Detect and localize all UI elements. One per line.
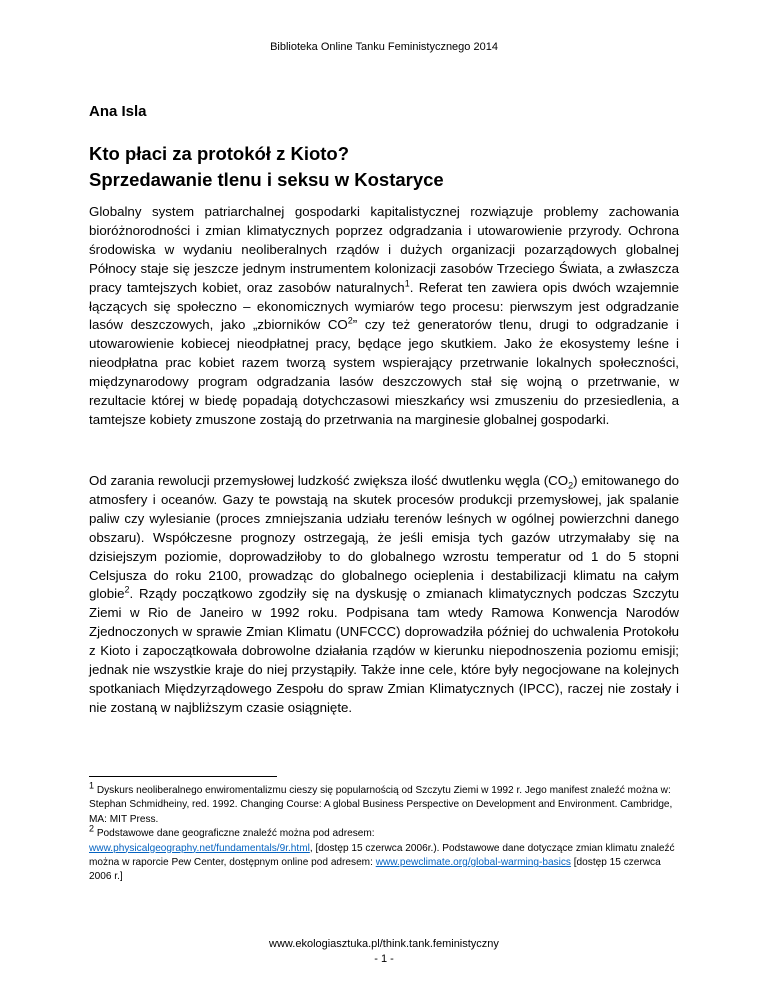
- footnote-ref-1[interactable]: 1: [404, 278, 410, 289]
- co2-subscript: 2: [568, 480, 574, 491]
- paragraph-text: ” czy też generatorów tlenu, drugi to odgradzanie i utowarowienie kobiecej nieodpłatnej pracy, będące jego skutkiem. Jako że ekosystemy leśne i nieodpłatna prac kobiet razem tworzą system wspierający przetrwanie lokalnych społeczności, międzynarodowy program odgradzania lasów deszczowych stał się wojną o przetrwanie, w rezultacie której w biedę popadają dotychczasowi mieszkańcy wsi zmuszeniu do przesiedlenia, a tamtejsze kobiety zmuszone zostają do przetrwania na marginesie globalnej gospodarki.: [89, 317, 680, 427]
- footnote-ref-2[interactable]: 2: [124, 585, 130, 596]
- footnote-text: , [dostęp 15 czerwca 2006r.). Podstawowe dane dotyczące zmian klimatu znaleźć można w raporcie Pew Center, dostępnym online pod adresem:: [89, 842, 675, 869]
- running-header: Biblioteka Online Tanku Feministycznego 2014: [270, 41, 498, 53]
- footnote-2: [89, 823, 679, 885]
- paragraph-text: . Referat ten zawiera opis dwóch wzajemnie łączących się społeczno – ekonomicznych wymiarów tego procesu: pierwszym jest odgradzanie lasów deszczowych, jako „zbiorników CO: [89, 279, 679, 333]
- footer-url: www.ekologiasztuka.pl/think.tank.feministyczny: [269, 938, 499, 950]
- footnote-link-physicalgeography[interactable]: www.physicalgeography.net/fundamentals/9r.html: [89, 842, 310, 854]
- co2-superscript: 2: [347, 316, 353, 327]
- paragraph-text: Od zarania rewolucji przemysłowej ludzkość zwiększa ilość dwutlenku węgla (CO: [89, 473, 569, 488]
- footnotes: [89, 780, 679, 885]
- paragraph-text: . Rządy początkowo zgodziły się na dyskusję o zmianach klimatycznych podczas Szczytu Ziemi w Rio de Janeiro w 1992 roku. Podpisana tam wtedy Ramowa Konwencja Narodów Zjednoczonych w sprawie Zmian Klimatu (UNFCCC) doprowadziła później do uchwalenia Protokołu z Kioto i zapoczątkowała dobrowolne działania rządów w kierunku niepodnoszenia poziomu emisji; jednak nie wszystkie kraje do niej przystąpiły. Także inne cele, które były negocjowane na kolejnych spotkaniach Międzyrządowego Zespołu do spraw Zmian Klimatycznych (IPCC), raczej nie zostały i nie zostaną w najbliższym czasie osiągnięte.: [89, 586, 679, 715]
- author-name: Ana Isla: [89, 103, 147, 120]
- footnote-text: [dostęp 15 czerwca 2006 r.]: [89, 857, 661, 883]
- footnote-number: 1: [89, 780, 95, 791]
- footnote-text: Dyskurs neoliberalnego enwiromentalizmu cieszy się popularnością od Szczytu Ziemi w 1992 r. Jego manifest znaleźć można w: Stephan Schmidheiny, red. 1992. Changing Course: A global Business Perspective on Development and Environment. Cambridge, MA: MIT Press.: [89, 785, 673, 825]
- body-paragraph-1: [89, 203, 679, 430]
- article-title: [89, 141, 689, 193]
- title-line-1: Kto płaci za protokół z Kioto?: [89, 143, 350, 164]
- body-paragraph-2: [89, 472, 679, 718]
- footnote-number: 2: [89, 823, 95, 834]
- footnote-1: [89, 780, 679, 827]
- footnote-separator: [89, 776, 277, 777]
- title-line-2: Sprzedawanie tlenu i seksu w Kostaryce: [89, 169, 444, 190]
- paragraph-text: Globalny system patriarchalnej gospodarki kapitalistycznej rozwiązuje problemy zachowania bioróżnorodności i zmian klimatycznych poprzez odgradzania i utowarowienie przyrody. Ochrona środowiska w wydaniu neoliberalnych rządów i dużych organizacji pozarządowych globalnej Północy staje się jeszcze jednym instrumentem kolonizacji zasobów Trzeciego Świata, a zwłaszcza pracy tamtejszych kobiet, oraz zasobów naturalnych: [89, 204, 679, 295]
- footnote-link-pewclimate[interactable]: www.pewclimate.org/global-warming-basics: [375, 857, 571, 869]
- page-footer: [0, 937, 768, 966]
- page-number: - 1 -: [374, 952, 394, 965]
- paragraph-text: ) emitowanego do atmosfery i oceanów. Gazy te powstają na skutek procesów produkcji przemysłowej, jak spalanie paliw czy wylesianie (proces zmniejszania udziału terenów leśnych w ogólnej powierzchni danego obszaru). Współczesne prognozy ostrzegają, że jeśli emisja tych gazów utrzymałaby się na dzisiejszym poziomie, doprowadziłoby to do globalnego wzrostu temperatur od 1 do 5 stopni Celsjusza do roku 2100, prowadząc do globalnego ocieplenia i destabilizacji klimatu na całym globie: [89, 473, 680, 602]
- footnote-text: Podstawowe dane geograficzne znaleźć można pod adresem:: [94, 828, 375, 840]
